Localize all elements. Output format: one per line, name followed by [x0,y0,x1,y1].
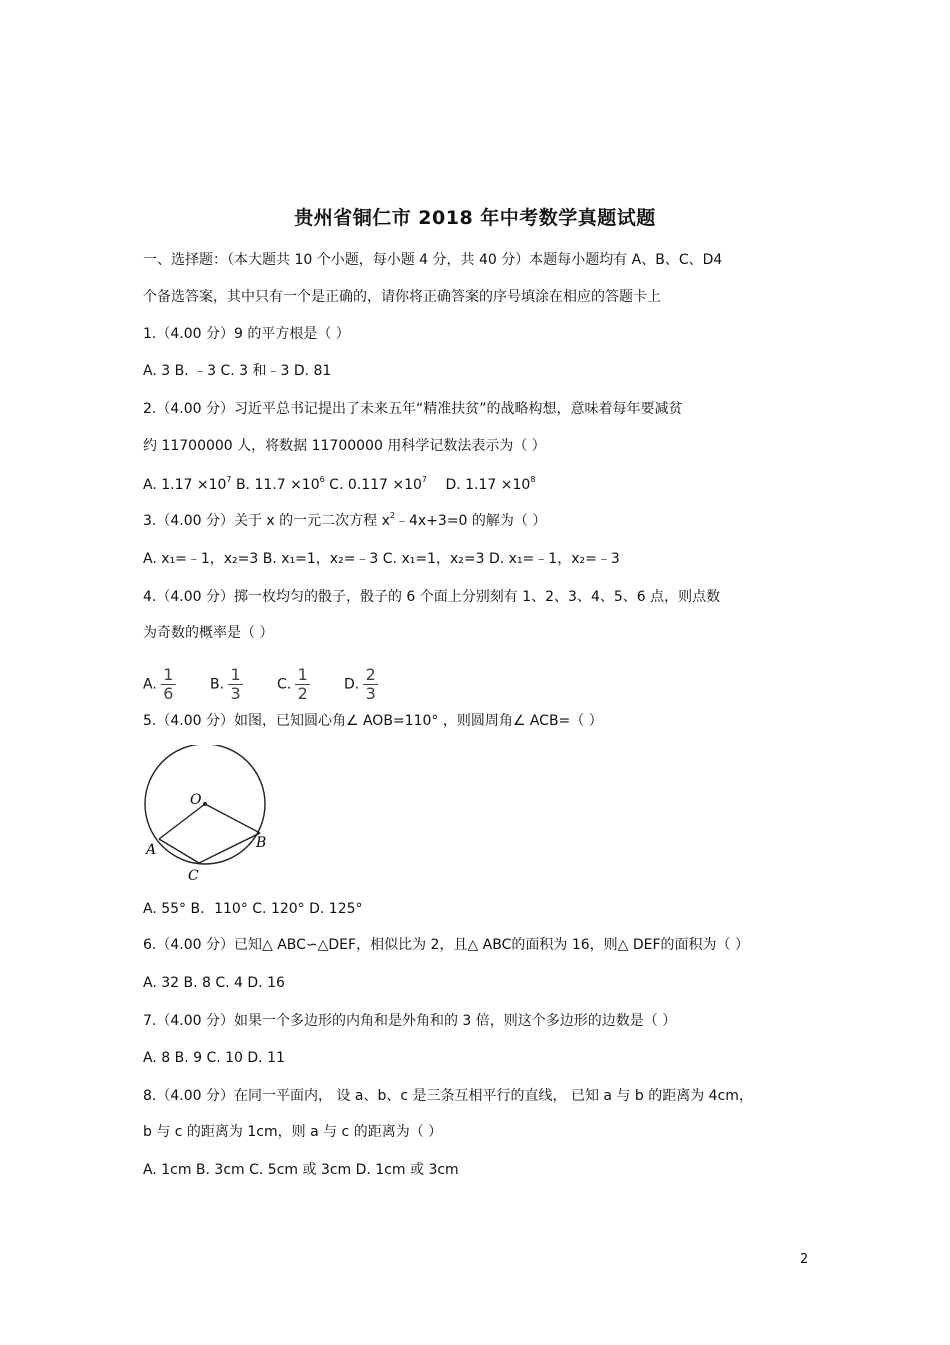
question-8-options: A. 1cm B. 3cm C. 5cm 或 3cm D. 1cm 或 3cm [143,1162,459,1178]
question-6-stem: 6.（4.00 分）已知△ ABC∽△DEF，相似比为 2，且△ ABC的面积为 16，则△ DEF的面积为（ ） [143,937,749,953]
question-6-options: A. 32 B. 8 C. 4 D. 16 [143,975,285,991]
label-b: B [256,835,267,851]
page-title: 贵州省铜仁市 2018 年中考数学真题试题 [294,207,656,229]
label-a: A [146,842,157,858]
option-c: C. $0.117 \times 10^7$ [329,475,428,493]
option-d: D. $1.17 \times 10^8$ [445,475,536,493]
question-7-options: A. 8 B. 9 C. 10 D. 11 [143,1050,285,1066]
fraction: $\frac{2}{3}$ [363,666,378,703]
question-4-option-c: C. $\frac{1}{2}$ [277,666,314,703]
question-5-options: A. 55° B．110° C. 120° D. 125° [143,901,363,917]
label-c: C [188,868,199,884]
option-a: A. $1.17 \times 10^7$ [143,475,232,493]
question-7-stem: 7.（4.00 分）如果一个多边形的内角和是外角和的 3 倍，则这个多边形的边数是（ ） [143,1013,677,1029]
label-o: O [190,792,202,808]
question-8-stem-line2: b 与 c 的距离为 1cm，则 a 与 c 的距离为（ ） [143,1124,443,1140]
question-4-stem-line2: 为奇数的概率是（ ） [143,625,274,641]
question-4-option-d: D. $\frac{2}{3}$ [344,666,382,703]
question-4-stem-line1: 4.（4.00 分）掷一枚均匀的骰子，骰子的 6 个面上分别刻有 1、2、3、4、5、6 点，则点数 [143,589,721,605]
question-2-stem-line1: 2.（4.00 分）习近平总书记提出了未来五年“精准扶贫”的战略构想，意味着每年要减贫 [143,401,683,417]
fraction: $\frac{1}{3}$ [228,666,243,703]
segment-ac [159,839,199,863]
page-number: 2 [800,1252,809,1267]
circle-figure [138,745,278,885]
center-point [203,802,207,806]
fraction: $\frac{1}{2}$ [295,666,310,703]
fraction: $\frac{1}{6}$ [161,666,176,703]
question-5-stem: 5.（4.00 分）如图，已知圆心角∠ AOB=110° ，则圆周角∠ ACB=（ ） [143,713,603,729]
question-2-stem-line2: 约 11700000 人，将数据 11700000 用科学记数法表示为（ ） [143,438,546,454]
question-3-stem: 3.（4.00 分）关于 x 的一元二次方程 $x^2﹣4x+3=0$ 的解为（ ） [143,511,547,529]
section-instructions-line1: 一、选择题：（本大题共 10 个小题，每小题 4 分，共 40 分）本题每小题均有 A、B、C、D4 [143,252,723,268]
question-4-option-b: B. $\frac{1}{3}$ [210,666,247,703]
question-4-option-a: A. $\frac{1}{6}$ [143,666,180,703]
question-1-options: A. 3 B. ﹣3 C. 3 和﹣3 D. 81 [143,363,332,379]
question-2-options [143,476,535,494]
question-1-stem: 1.（4.00 分）9 的平方根是（ ） [143,326,350,342]
segment-oa [159,804,205,839]
option-b: B. $11.7 \times 10^6$ [235,475,325,493]
section-instructions-line2: 个备选答案，其中只有一个是正确的，请你将正确答案的序号填涂在相应的答题卡上 [143,289,661,305]
question-3-options: A. x₁=﹣1，x₂=3 B. x₁=1，x₂=﹣3 C. x₁=1，x₂=3 D. x₁=﹣1，x₂=﹣3 [143,551,620,567]
segment-ob [205,804,260,833]
question-8-stem-line1: 8.（4.00 分）在同一平面内， 设 a、b、c 是三条互相平行的直线， 已知 a 与 b 的距离为 4cm， [143,1088,753,1104]
